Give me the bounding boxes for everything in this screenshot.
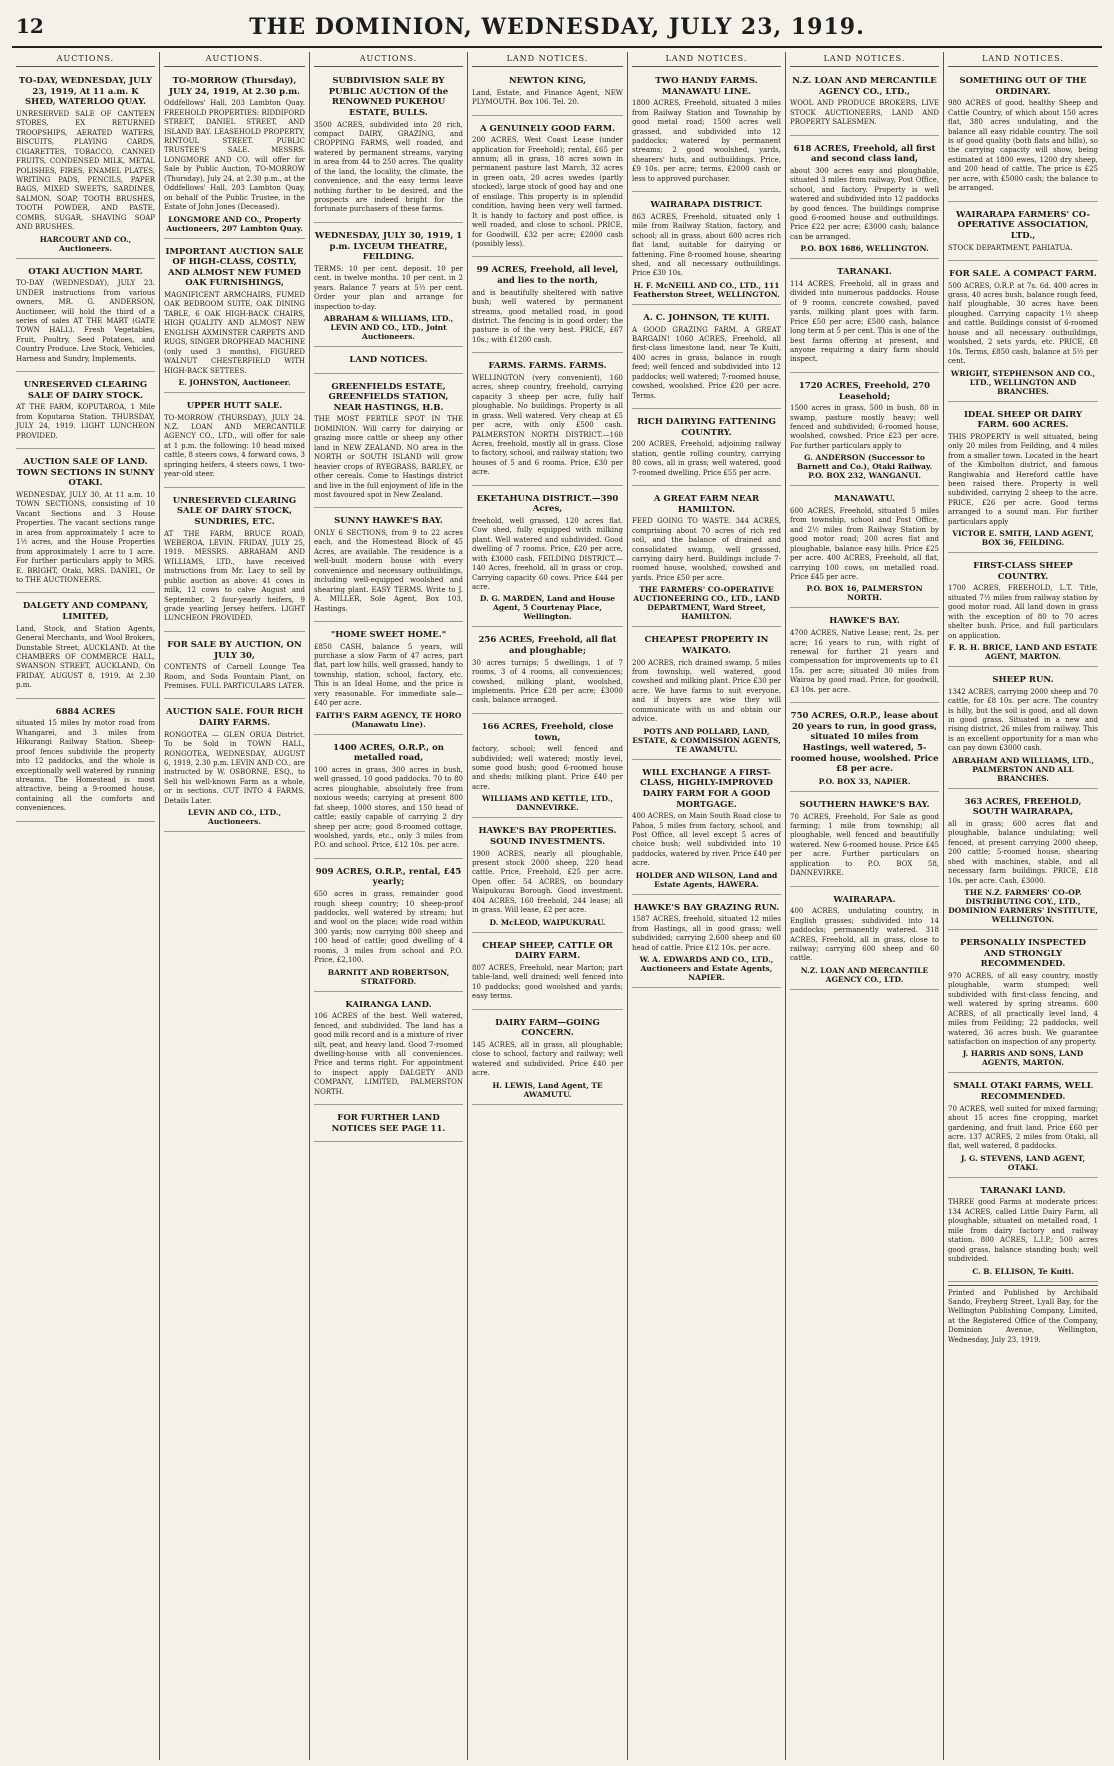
- notice: [948, 205, 1098, 261]
- notice-body: STOCK DEPARTMENT, PAHIATUA.: [948, 243, 1073, 252]
- notice-heading: N.Z. LOAN AND MERCANTILE AGENCY CO., LTD.,: [792, 76, 937, 97]
- section-label: LAND NOTICES.: [472, 52, 623, 67]
- notice-body: 106 ACRES of the best. Well watered, fenced, and subdivided. The land has a good milk record and is a mixture of river silt, peat, and heavy land. Good 7-roomed dwelling-house with all conveniences. Price and terms right. For appointment to inspect apply DALGETY AND COMPANY, LIMITED, PALMERSTON NORTH.: [314, 1012, 463, 1096]
- notice: [790, 706, 939, 792]
- section-label: AUCTIONS.: [16, 52, 155, 67]
- notice-heading: 166 ACRES, Freehold, close town,: [481, 721, 614, 743]
- section-label: AUCTIONS.: [314, 52, 463, 67]
- notice-heading: WAIRARAPA DISTRICT.: [650, 200, 763, 211]
- notice: [948, 264, 1098, 402]
- notice-body: and is beautifully sheltered with native bush; well watered by permanent streams, good metalled road, in good district. The fencing is in good order; the pasture is of the very best. PRICE, £67 10s.; with £1200 cash.: [472, 288, 623, 344]
- notice: [16, 452, 155, 593]
- notice-signature: THE N.Z. FARMERS' CO-OP. DISTRIBUTING COY., LTD., DOMINION FARMERS' INSTITUTE, WELLINGTON.: [948, 888, 1098, 924]
- notice-body: 970 ACRES, of all easy country, mostly ploughable, warm stumped; well subdivided with first-class fencing, and well watered by spring streams. 600 ACRES, of all practically level land, 4 miles from Feilding; 22 paddocks, well watered, 36 acres bush. We guarantee satisfaction on inspection of any property.: [948, 971, 1098, 1046]
- notice-body: 1500 acres in grass, 500 in bush, 80 in swamp, pasture mostly heavy; well fenced and subdivided; 6-roomed house, woolshed, cowshed. Price £23 per acre. For further particulars apply to: [790, 404, 939, 450]
- notice-heading: 750 ACRES, O.R.P., lease about 20 years to run, in good grass, situated 10 miles from Hastings, well watered, 5-roomed house, woolshed. Price £8 per acre.: [790, 711, 939, 775]
- notice-body: TO-DAY (WEDNESDAY), JULY 23. UNDER instructions from various owners, MR. G. ANDERSON, Auctioneer, will hold the third of a series of sales AT THE MART (GATE TOWN HALL). Fresh Vegetables, Fruit, Poultry, Seed Potatoes, and Country Produce. Live Stock, Vehicles, Harness and Sundry, Implements.: [16, 279, 155, 363]
- notice-body: 145 ACRES, all in grass, all ploughable; close to school, factory and railway; well watered and subdivided. Price £40 per acre.: [472, 1040, 623, 1078]
- notice-heading: HAWKE'S BAY GRAZING RUN.: [633, 902, 780, 913]
- notice: [472, 489, 623, 628]
- notice-heading: SUBDIVISION SALE BY PUBLIC AUCTION Of the RENOWNED PUKEHOU ESTATE, BULLS.: [328, 76, 449, 118]
- notice-signature: HOLDER AND WILSON, Land and Estate Agents, HAWERA.: [635, 870, 778, 889]
- notice-heading: HAWKE'S BAY PROPERTIES. SOUND INVESTMENTS.: [478, 826, 617, 847]
- column-3: [310, 52, 468, 1760]
- notice-heading: 618 ACRES, Freehold, all first and second class land,: [793, 143, 936, 165]
- notice: [948, 792, 1098, 930]
- notice-heading: MANAWATU.: [834, 494, 895, 505]
- notice: [164, 396, 305, 488]
- notice: [790, 611, 939, 703]
- notice: [314, 350, 463, 374]
- notice-heading: AUCTION SALE OF LAND. TOWN SECTIONS IN SUNNY OTAKI.: [16, 457, 155, 489]
- notice: [790, 262, 939, 373]
- notice-body: THREE good Farms at moderate prices: 134 ACRES, called Little Dairy Farm, all ploughable, situated on metalled road, 1 mile from dairy factory and railway station. 800 ACRES, L.I.P.; 500 acres good grass, balance standing bush; well subdivided.: [948, 1198, 1098, 1264]
- notice-signature: D. McLEOD, WAIPUKURAU.: [489, 917, 606, 927]
- notice-body: THE MOST FERTILE SPOT IN THE DOMINION. Will carry for dairying or grazing more cattle or sheep any other land in NEW ZEALAND. NO area in the NORTH or SOUTH ISLAND will grow heavier crops of RYEGRASS, BARLEY, or other cereals. Come to Hastings district and live in the full enjoyment of life in the most favoured spot in New Zealand.: [314, 415, 463, 499]
- notice-heading: CHEAPEST PROPERTY IN WAIKATO.: [644, 635, 769, 656]
- notice-heading: 363 ACRES, FREEHOLD, SOUTH WAIRARAPA,: [964, 796, 1082, 818]
- notice-heading: CHEAP SHEEP, CATTLE OR DAIRY FARM.: [482, 940, 613, 962]
- notice-heading: TO-MORROW (Thursday), JULY 24, 1919, At 2.30 p.m.: [168, 76, 301, 97]
- notice: [790, 376, 939, 486]
- notice-signature: P.O. BOX 1686, WELLINGTON.: [800, 244, 929, 254]
- notice-heading: SUNNY HAWKE'S BAY.: [334, 516, 443, 527]
- notice-heading: NEWTON KING,: [508, 76, 587, 86]
- notice: [314, 226, 463, 347]
- notice-signature: H. F. McNEILL AND CO., LTD., 111 Featherston Street, WELLINGTON.: [633, 280, 780, 299]
- notice-signature: G. ANDERSON (Successor to Barnett and Co.), Otaki Railway. P.O. BOX 232, WANGANUI.: [796, 453, 933, 481]
- notice-heading: KAIRANGA LAND.: [345, 999, 432, 1010]
- notice-heading: IMPORTANT AUCTION SALE OF HIGH-CLASS, COSTLY, AND ALMOST NEW FUMED OAK FURNISHINGS,: [165, 246, 304, 289]
- notice: [314, 377, 463, 509]
- notice: [790, 795, 939, 887]
- notice: [472, 119, 623, 258]
- notice: [16, 596, 155, 698]
- notice-signature: W. A. EDWARDS AND CO., LTD., Auctioneers and Estate Agents, NAPIER.: [639, 955, 774, 983]
- notice: [632, 763, 781, 895]
- notice-heading: SHEEP RUN.: [992, 675, 1054, 685]
- section-label: LAND NOTICES.: [948, 52, 1098, 67]
- notice-body: 200 ACRES, rich drained swamp, 5 miles from township, well watered, good cowshed and milking plant. Price £30 per acre. We have farms to suit everyone, and if buyers are wise they will communicate with us and obtain our advice.: [632, 658, 781, 724]
- column-7: [944, 52, 1102, 1760]
- notice-heading: 99 ACRES, Freehold, all level, and lies to the north,: [476, 265, 619, 286]
- notice-body: 1900 ACRES, nearly all ploughable, present stock 2000 sheep, 220 head cattle. Price, Freehold, £25 per acre. Open offer. 54 ACRES, on boundary Waipukurau Borough. Good investment. 404 ACRES, 160 freehold, 244 lease; all in grass. Will lease, £2 per acre.: [472, 849, 623, 915]
- notice-signature: D. G. MARDEN, Land and House Agent, 5 Courtenay Place, Wellington.: [479, 594, 616, 622]
- notice: [164, 635, 305, 700]
- notice-body: freehold, well grassed, 120 acres flat. Cow shed, fully equipped with milking plant. Well watered and subdivided. Good dwelling of 7 rooms. Price, £20 per acre, with £3000 cash. FEILDING DISTRICT.—140 Acres, freehold, all in grass or crop. Carrying capacity 60 cows. Price £44 per acre.: [472, 516, 623, 591]
- notice-heading: A. C. JOHNSON, TE KUITI.: [643, 312, 770, 323]
- notice-body: 1800 ACRES, Freehold, situated 3 miles from Railway Station and Township by good metal road; 1500 acres well grassed, and subdivided into 12 paddocks; watered by permanent streams; 2 good woolshed, yards, shearers' huts, and outbuildings. Price, £9 10s. per acre; terms, £2000 cash or less to approved purchaser.: [632, 99, 781, 183]
- notice: [164, 242, 305, 393]
- section-label: LAND NOTICES.: [790, 52, 939, 67]
- notice-body: ONLY 6 SECTIONS, from 9 to 22 acres each, and the Homestead Block of 45 Acres, are available. The residence is a well-built modern house with every convenience and necessary outbuildings, including well-equipped woolshed and shearing plant. EASY TERMS. Write to J. A. MILLER, Sole Agent, Box 103, Hastings.: [314, 529, 463, 613]
- notice-body: WOOL AND PRODUCE BROKERS, LIVE STOCK AUCTIONEERS, LAND AND PROPERTY SALESMEN.: [790, 99, 939, 127]
- notice-signature: ABRAHAM & WILLIAMS, LTD., LEVIN AND CO., LTD., Joint Auctioneers.: [323, 313, 454, 341]
- notice: [314, 511, 463, 622]
- notice-heading: DAIRY FARM—GOING CONCERN.: [495, 1017, 600, 1039]
- notice-signature: THE FARMERS' CO-OPERATIVE AUCTIONEERING CO., LTD., LAND DEPARTMENT, Ward Street, HAMILTON.: [633, 585, 780, 622]
- notice-signature: C. B. ELLISON, Te Kuiti.: [972, 1266, 1074, 1276]
- notice-heading: FARMS. FARMS. FARMS.: [488, 361, 607, 372]
- notice: [632, 489, 781, 627]
- notice-heading: TO-DAY, WEDNESDAY, JULY 23, 1919, At 11 a.m. K SHED, WATERLOO QUAY.: [18, 76, 153, 108]
- notice-heading: TARANAKI LAND.: [980, 1185, 1066, 1196]
- notice-body: UNRESERVED SALE OF CANTEEN STORES, EX RETURNED TROOPSHIPS, AERATED WATERS, BISCUITS, PLAYING CARDS, CIGARETTES, TOBACCO, CANNED FRUITS, CONDENSED MILK, METAL POLISHES, FIRES, ENAMEL PLATES, WRITING PADS, PENCILS, PAPER BAGS, MIXED SWEETS, SARDINES, SALMON, SOAP, TOOTH BRUSHES, TOOTH POWDER, AND PASTE, COMBS, SUGAR, SHAVING SOAP AND BRUSHES.: [16, 109, 155, 232]
- notice-body: Oddfellows' Hall, 203 Lambton Quay. FREEHOLD PROPERTIES: RIDDIFORD STREET, DANIEL STREET, AND ISLAND BAY. LEASEHOLD PROPERTY, RINTOUL STREET. PUBLIC TRUSTEE'S SALE. MESSRS. LONGMORE AND CO. will offer for Sale by Public Auction, TO-MORROW (Thursday), July 24, at 2.30 p.m., at the Oddfellows' Hall, 203 Lambton Quay, on behalf of the Public Trustee, in the Estate of John Jones (Deceased).: [164, 99, 305, 212]
- notice-heading: "HOME SWEET HOME.": [330, 629, 447, 640]
- notice-heading: WAIRARAPA FARMERS' CO-OPERATIVE ASSOCIATION, LTD.,: [955, 209, 1091, 241]
- notice-body: 114 ACRES, Freehold, all in grass and divided into numerous paddocks. House of 9 rooms, concrete cowshed, paved yards, milking plant goes with farm. Price £50 per acre; £500 cash, balance long term at 5 per cent. This is one of the best farms offering at present, and anyone requiring a dairy farm should inspect.: [790, 279, 939, 364]
- notice-signature: P.O. BOX 16, PALMERSTON NORTH.: [806, 584, 923, 603]
- newspaper-title: THE DOMINION, WEDNESDAY, JULY 23, 1919.: [249, 14, 865, 40]
- notice-body: 600 ACRES, Freehold, situated 5 miles from township, school and Post Office, and 2½ miles from Railway Station by good motor road; 200 acres flat and ploughable, balance easy hills. Price £25 per acre. 400 ACRES, Freehold, all flat, carrying 100 cows, on metalled road. Price £45 per acre.: [790, 506, 939, 581]
- notice: [948, 556, 1098, 667]
- notice: [314, 738, 463, 859]
- notice: [472, 821, 623, 932]
- notice-body: Land, Stock, and Station Agents, General Merchants, and Wool Brokers, Dunstable Street, AUCKLAND. At the CHAMBERS OF COMMERCE HALL, SWANSON STREET, AUCKLAND, On FRIDAY, AUGUST 8, 1919, At 2.30 p.m.: [16, 624, 155, 690]
- notice: [632, 308, 781, 409]
- notice-signature: ABRAHAM AND WILLIAMS, LTD., PALMERSTON AND ALL BRANCHES.: [952, 755, 1094, 783]
- notice-signature: WILLIAMS AND KETTLE, LTD., DANNEVIRKE.: [482, 794, 613, 813]
- notice: [472, 630, 623, 713]
- section-label: LAND NOTICES.: [632, 52, 781, 67]
- notice-body: RONGOTEA — GLEN ORUA District. To be Sold in TOWN HALL, RONGOTEA, WEDNESDAY, AUGUST 6, 1919, 2.30 p.m. LEVIN AND CO., are instructed by W. OSBORNE, ESQ., to Sell his well-known Farm as a whole, or in sections. CUT INTO 4 FARMS. Details Later.: [164, 730, 305, 805]
- notice-body: 4700 ACRES, Native Lease; rent, 2s. per acre; 16 years to run, with right of renewal for further 21 years and compensation for improvements up to £1 15s. per acre; situated 30 miles from Wairoa by good road. Price, for goodwill, £3 10s. per acre.: [790, 629, 939, 694]
- notice-body: 650 acres in grass, remainder good rough sheep country; 10 sheep-proof paddocks, well watered by stream; hut and wool on the place; wide road within 300 yards; now carrying 800 sheep and 100 head of cattle; good dwelling of 4 rooms, 3 miles from school and P.O. Price, £2,100.: [314, 890, 463, 965]
- notice-body: factory, school; well fenced and subdivided; well watered; mostly level, some good bush; good 6-roomed house and sheds; milking plant. Price £40 per acre.: [472, 745, 623, 791]
- notice-heading: 256 ACRES, Freehold, all flat and ploughable;: [478, 635, 617, 657]
- notice-body: TO-MORROW (THURSDAY), JULY 24. N.Z. LOAN AND MERCANTILE AGENCY CO., LTD., will offer for sale at 1 p.m. the following: 10 head mixed cattle, 8 steers cows, 4 forward cows, 3 springing heifers, 4 steers cows, 1 two-year-old steer.: [164, 413, 305, 479]
- notice-heading: RICH DAIRYING FATTENING COUNTRY.: [637, 417, 776, 438]
- column-6: [786, 52, 944, 1760]
- notice: [314, 1108, 463, 1142]
- notice-body: THIS PROPERTY is well situated, being only 20 miles from Feilding, and 4 miles from a smaller town. Located in the heart of the Kimbolton district, and famous Rangiwahia and Hereford cattle have been raised there. Property is well subdivided, carrying 2 sheep to the acre. PRICE, £26 per acre. Good terms arranged to a sound man. For further particulars apply: [948, 432, 1098, 526]
- notice-body: AT THE FARM, KOPUTAROA, 1 Mile from Koputaroa Station. THURSDAY, JULY 24, 1919. LIGHT LUNCHEON PROVIDED.: [16, 403, 155, 440]
- column-4: [468, 52, 628, 1760]
- page-number: 12: [16, 14, 44, 38]
- notice-heading: FOR SALE BY AUCTION, ON JULY 30,: [167, 639, 302, 661]
- notice-signature: LONGMORE AND CO., Property Auctioneers, 207 Lambton Quay.: [166, 214, 303, 233]
- notice-body: MAGNIFICENT ARMCHAIRS, FUMED OAK BEDROOM SUITE, OAK DINING TABLE, 6 OAK HIGH-BACK CHAIRS, HIGH QUALITY AND ALMOST NEW ENGLISH AXMINSTER CARPETS AND RUGS, SINGER DROPHEAD MACHINE (only used 3 months), FIGURED WALNUT CHESTERFIELD WITH HIGH-BACK SETTEES.: [164, 291, 305, 375]
- notice-heading: UPPER HUTT SALE.: [186, 400, 283, 411]
- notice-heading: TWO HANDY FARMS. MANAWATU LINE.: [655, 76, 758, 97]
- notice-body: CONTENTS of Carnell Lounge Tea Room, and Soda Fountain Plant, on Premises. FULL PARTICULARS LATER.: [164, 663, 305, 690]
- printer-imprint: Printed and Published by Archibald Sando, Freyberg Street, Lyall Bay, for the Wellington Publishing Company, Limited, at the Registered Office of the Company, Dominion Avenue, Wellington, Wednesday, July 23, 1919.: [948, 1285, 1098, 1346]
- notice: [632, 412, 781, 486]
- notice: [948, 670, 1098, 789]
- notice-heading: TARANAKI.: [837, 267, 892, 278]
- notice-heading: 6884 ACRES: [55, 706, 116, 717]
- notice-heading: GREENFIELDS ESTATE, GREENFIELDS STATION, NEAR HASTINGS, H.B.: [328, 381, 449, 413]
- notice: [472, 717, 623, 818]
- notice-body: £850 CASH, balance 5 years, will purchase a slow Farm of 47 acres, part flat, part low hills, well grassed, handy to township, station, school, factory, etc. This is an Ideal Home, and the price is very reasonable. For immediate sale—£40 per acre.: [314, 642, 463, 708]
- notice-body: 30 acres turnips; 5 dwellings, 1 of 7 rooms, 3 of 4 rooms, all conveniences; cowshed, milking plant, woolshed, implements. Price £28 per acre; £3000 cash, balance arranged.: [472, 658, 623, 705]
- notice: [472, 260, 623, 353]
- notice-heading: UNRESERVED CLEARING SALE OF DAIRY STOCK, SUNDRIES, ETC.: [172, 495, 297, 527]
- notice: [16, 262, 155, 373]
- notice: [948, 71, 1098, 202]
- notice-body: A GOOD GRAZING FARM. A GREAT BARGAIN! 1060 ACRES, Freehold, all first-class limestone land, near Te Kuiti, 400 acres in grass, balance in rough feed; well fenced and subdivided into 12 paddocks; well watered; 7-roomed house, cowshed, woolshed. Price £20 per acre. Terms.: [632, 325, 781, 400]
- notice-heading: FIRST-CLASS SHEEP COUNTRY.: [973, 561, 1073, 582]
- notice-body: situated 15 miles by motor road from Whangarei, and 3 miles from Hikurangi Railway Station. Sheep-proof fences subdivide the property into 12 paddocks, and the whole is exceptionally well watered by running streams. The Homestead is most attractive, being a 9-roomed house, containing all the comforts and conveniences.: [16, 719, 155, 813]
- notice-heading: SOUTHERN HAWKE'S BAY.: [799, 799, 930, 810]
- notice-heading: AUCTION SALE. FOUR RICH DAIRY FARMS.: [165, 707, 304, 729]
- notice-heading: UNRESERVED CLEARING SALE OF DAIRY STOCK.: [23, 380, 148, 401]
- notice-body: 807 ACRES, Freehold, near Marton; part table-land, well drained; well fenced into 10 paddocks; good woolshed and yards; easy terms.: [472, 963, 623, 1001]
- notice: [16, 702, 155, 822]
- notice-body: 3500 ACRES, subdivided into 20 rich, compact DAIRY, GRAZING, and CROPPING FARMS, well roaded, and watered by permanent streams, varying in area from 44 to 250 acres. The quality of the land, the locality, the climate, the convenience, and the easy terms leave nothing further to be desired, and the prospects are indeed bright for the fortunate purchasers of these farms.: [314, 120, 463, 214]
- notice-body: WELLINGTON (very convenient), 160 acres, sheep country, freehold, carrying capacity 3 sheep per acre, fully half ploughable. No buildings. Property is all in grass. Well watered. Very cheap at £5 per acre, with only £500 cash. PALMERSTON NORTH DISTRICT.—160 Acres, freehold, mostly all in grass. Close to factory, school, and railway station; two houses of 5 and 6 rooms. Price, £30 per acre.: [472, 373, 623, 477]
- notice-signature: VICTOR E. SMITH, LAND AGENT, BOX 36, FEILDING.: [952, 529, 1094, 548]
- notice-heading: 1720 ACRES, Freehold, 270 Leasehold;: [798, 380, 931, 402]
- notice: [16, 375, 155, 449]
- notice-signature: E. JOHNSTON, Auctioneer.: [178, 377, 291, 387]
- notice-body: WEDNESDAY, JULY 30, At 11 a.m. 10 TOWN SECTIONS, consisting of 10 Vacant Sections and 3 House Properties. The vacant sections range in area from approximately 1 acre to 1½ acres, and the House Properties from approximately 1 acre to 1 acre. For further particulars apply to MRS. E. BRIGHT, Otaki, MRS. DANIEL, Or to THE AUCTIONEERS.: [16, 491, 155, 584]
- notice-signature: J. HARRIS AND SONS, LAND AGENTS, MARTON.: [962, 1049, 1084, 1068]
- notice: [314, 71, 463, 223]
- column-1: [12, 52, 160, 1760]
- notice-signature: FAITH'S FARM AGENCY, TE HORO (Manawatu Line).: [315, 710, 462, 729]
- notice-signature: F. R. H. BRICE, LAND AND ESTATE AGENT, MARTON.: [948, 643, 1098, 661]
- notice-signature: WRIGHT, STEPHENSON AND CO., LTD., WELLINGTON AND BRANCHES.: [950, 368, 1096, 396]
- notice-body: TERMS: 10 per cent. deposit. 10 per cent. in twelve months. 10 per cent. in 2 years. Balance 7 years at 5½ per cent. Order your plan and arrange for inspection to-day.: [314, 264, 463, 311]
- column-5: [628, 52, 786, 1760]
- notice-body: 863 ACRES, Freehold, situated only 1 mile from Railway Station, factory, and school; all in grass, about 600 acres rich flat land, suitable for dairying or fattening. Fine 8-roomed house, shearing shed, and all necessary outbuildings. Price £30 10s.: [632, 212, 781, 278]
- notice: [632, 71, 781, 192]
- column-2: [160, 52, 310, 1760]
- notice: [790, 890, 939, 990]
- notice: [314, 862, 463, 992]
- notice-signature: P.O. BOX 33, NAPIER.: [818, 776, 911, 786]
- notice: [632, 195, 781, 305]
- notice-body: 100 acres in grass, 300 acres in bush, well grassed, 10 good paddocks. 70 to 80 acres ploughable, absolutely free from noxious weeds; carrying at present 800 fat sheep, 1000 stores, and 150 head of cattle; easily capable of carrying 2 dry sheep per acre; good 8-roomed cottage, woolshed, yards, etc., only 3 miles from P.O. and school. Price, £12 10s. per acre.: [314, 765, 463, 850]
- notice-heading: SMALL OTAKI FARMS, WELL RECOMMENDED.: [953, 1081, 1093, 1102]
- notice: [472, 71, 623, 116]
- notice: [164, 491, 305, 632]
- notice-heading: FOR FURTHER LAND NOTICES SEE PAGE 11.: [331, 1113, 446, 1134]
- notice-body: 1587 ACRES, freehold, situated 12 miles from Hastings, all in good grass; well subdivided; carrying 2,600 sheep and 60 head of cattle. Price £12 10s. per acre.: [632, 915, 781, 952]
- notice: [472, 1013, 623, 1105]
- notice: [948, 1181, 1098, 1282]
- notice-body: 70 ACRES, Freehold, For Sale as good farming; 1 mile from township; all ploughable, well fenced and beautifully watered. New 6-roomed house. Price £45 per acre. Further particulars on application to P.O. BOX 58, DANNEVIRKE.: [790, 812, 939, 878]
- notice-body: 1700 ACRES, FREEHOLD, L.T. Title, situated 7½ miles from railway station by good motor road. All land down in grass with the exception of 80 to 70 acres shelter bush. Price, and full particulars on application.: [948, 584, 1098, 640]
- notice-body: Land, Estate, and Finance Agent, NEW PLYMOUTH. Box 106. Tel. 20.: [472, 88, 623, 107]
- notice-body: 500 ACRES, O.R.P. at 7s. 6d. 400 acres in grass, 40 acres bush, balance rough feed, half ploughable, 30 acres have been ploughed. Carrying capacity 1½ sheep and cattle. Buildings consist of 6-roomed house and all necessary outbuildings, woolshed, 2 sets yards, etc. PRICE, £8 10s. Terms, £850 cash, balance at 5½ per cent.: [948, 281, 1098, 366]
- notice: [948, 1076, 1098, 1177]
- notice: [948, 405, 1098, 554]
- notice-signature: POTTS AND POLLARD, LAND, ESTATE, & COMMISSION AGENTS, TE AWAMUTU.: [632, 726, 781, 754]
- notice-body: AT THE FARM, BRUCE ROAD, WEBEROA, LEVIN. FRIDAY, JULY 25, 1919. MESSRS. ABRAHAM AND WILLIAMS, LTD., have received instructions from Mr. Lacy to sell by public auction as above: 41 cows in milk, 12 cows to calve August and September, 2 four-yearly heifers, 9 grade yearling Jersey heifers. LIGHT LUNCHEON PROVIDED.: [164, 529, 305, 623]
- notice-heading: OTAKI AUCTION MART.: [28, 266, 143, 277]
- notice-heading: WEDNESDAY, JULY 30, 1919, 1 p.m. LYCEUM THEATRE, FEILDING.: [314, 230, 463, 263]
- notice: [790, 71, 939, 136]
- notice: [790, 139, 939, 260]
- notice-heading: 909 ACRES, O.R.P., rental, £45 yearly;: [315, 866, 462, 888]
- notice-body: 980 ACRES of good, healthy Sheep and Cattle Country, of which about 150 acres flat, 380 acres undulating, and the balance all easy ridable country. The soil is of good quality (both flats and hills), so the carrying capacity will show, being estimated at 1800 ewes, 1200 dry sheep, and 200 head of cattle. The price is £25 per acre, with £5000 cash; the balance to be arranged.: [948, 99, 1098, 193]
- notice: [314, 625, 463, 735]
- columns-container: [12, 52, 1102, 1760]
- notice-heading: 1400 ACRES, O.R.P., on metalled road,: [333, 742, 444, 764]
- notice-body: 400 ACRES, undulating country, in English grasses; subdivided into 14 paddocks; permanently watered. 318 ACRES, Freehold, all in grass, close to railway; carrying 600 sheep and 60 cattle.: [790, 907, 939, 963]
- notice-body: all in grass; 600 acres flat and ploughable, balance undulating; well fenced, at present carrying 2000 sheep, 200 cattle; 5-roomed house, shearing shed with machines, stable, and all necessary farm buildings. PRICE, £18 10s. per acre. Cash, £3000.: [948, 819, 1098, 885]
- notice-heading: IDEAL SHEEP OR DAIRY FARM. 600 ACRES.: [963, 409, 1083, 431]
- notice-heading: EKETAHUNA DISTRICT.—390 Acres,: [476, 493, 619, 515]
- notice-body: FEED GOING TO WASTE. 344 ACRES, comprising about 70 acres of rich red soil, and the balance of drained and consolidated swamp, well grassed, carrying dairy herd. Buildings include 7-roomed house, woolshed, cowshed and yards. Price £50 per acre.: [632, 517, 781, 582]
- section-label: AUCTIONS.: [164, 52, 305, 67]
- notice-body: 1342 ACRES, carrying 2000 sheep and 70 cattle, for £8 10s. per acre. The country is hilly, but the soil is good, and all down in good grass. Situated in a new and rising district, 26 miles from railway. This is an excellent opportunity for a man who can pay down £3000 cash.: [948, 687, 1098, 753]
- notice-signature: LEVIN AND CO., LTD., Auctioneers.: [187, 808, 282, 827]
- notice-body: 70 ACRES, well suited for mixed farming; about 15 acres fine cropping, market gardening, and fruit land. Price £60 per acre. 137 ACRES, 2 miles from Otaki, all flat, well watered, 8 paddocks.: [948, 1104, 1098, 1151]
- notice-heading: HAWKE'S BAY.: [829, 616, 900, 627]
- notice-body: 200 ACRES, West Coast Lease (under application for Freehold); rental, £65 per annum; all in grass, 18 acres sown in permanent pasture last March, 32 acres in green oats, 20 acres swedes (partly stocked), large stock of good hay and one of ensilage. This property is in splendid condition, having been very well farmed. It is handy to factory and post office, is well roaded, and close to school. PRICE, for Goodwill, £32 per acre; £2000 cash (possibly less).: [472, 136, 623, 248]
- notice: [632, 630, 781, 759]
- notice-heading: PERSONALLY INSPECTED AND STRONGLY RECOMMENDED.: [960, 938, 1086, 970]
- notice: [164, 702, 305, 832]
- notice-body: about 300 acres easy and ploughable, situated 3 miles from railway, Post Office, school, and factory. Property is well watered and subdivided into 12 paddocks by good fences. The buildings comprise good 6-roomed house and outbuildings. Price £22 per acre; £3000 cash; balance can be arranged.: [790, 166, 939, 241]
- notice-heading: WILL EXCHANGE A FIRST-CLASS, HIGHLY-IMPROVED DAIRY FARM FOR A GOOD MORTGAGE.: [639, 767, 774, 810]
- notice-body: 200 ACRES, Freehold, adjoining railway station, gentle rolling country, carrying 80 cows, all in grass; well watered, good 7-roomed dwelling. Price £55 per acre.: [632, 440, 781, 477]
- notice-heading: A GREAT FARM NEAR HAMILTON.: [653, 494, 760, 515]
- notice-body: 400 ACRES, on Main South Road close to Pahoa, 5 miles from factory, school, and Post Office, all level except 5 acres of choice bush; well subdivided into 10 paddocks, watered by river. Price £40 per acre.: [632, 812, 781, 868]
- notice: [632, 898, 781, 988]
- notice-signature: J. G. STEVENS, LAND AGENT, OTAKI.: [960, 1153, 1086, 1172]
- notice: [164, 71, 305, 239]
- notice-heading: LAND NOTICES.: [349, 354, 428, 365]
- notice-signature: H. LEWIS, Land Agent, TE AWAMUTU.: [492, 1080, 603, 1099]
- notice-signature: BARNITT AND ROBERTSON, STRATFORD.: [327, 967, 450, 986]
- masthead: [12, 10, 1102, 48]
- notice-heading: FOR SALE. A COMPACT FARM.: [949, 268, 1097, 279]
- notice: [948, 933, 1098, 1073]
- notice: [790, 489, 939, 608]
- notice: [16, 71, 155, 259]
- notice-heading: A GENUINELY GOOD FARM.: [479, 123, 616, 134]
- notice: [472, 356, 623, 485]
- notice-heading: SOMETHING OUT OF THE ORDINARY.: [959, 76, 1087, 97]
- notice-signature: HARCOURT AND CO., Auctioneers.: [39, 234, 132, 253]
- notice-heading: WAIRARAPA.: [833, 894, 896, 905]
- notice-heading: DALGETY AND COMPANY, LIMITED,: [22, 601, 149, 622]
- notice-signature: N.Z. LOAN AND MERCANTILE AGENCY CO., LTD.: [800, 965, 929, 984]
- notice: [314, 995, 463, 1106]
- notice: [472, 936, 623, 1010]
